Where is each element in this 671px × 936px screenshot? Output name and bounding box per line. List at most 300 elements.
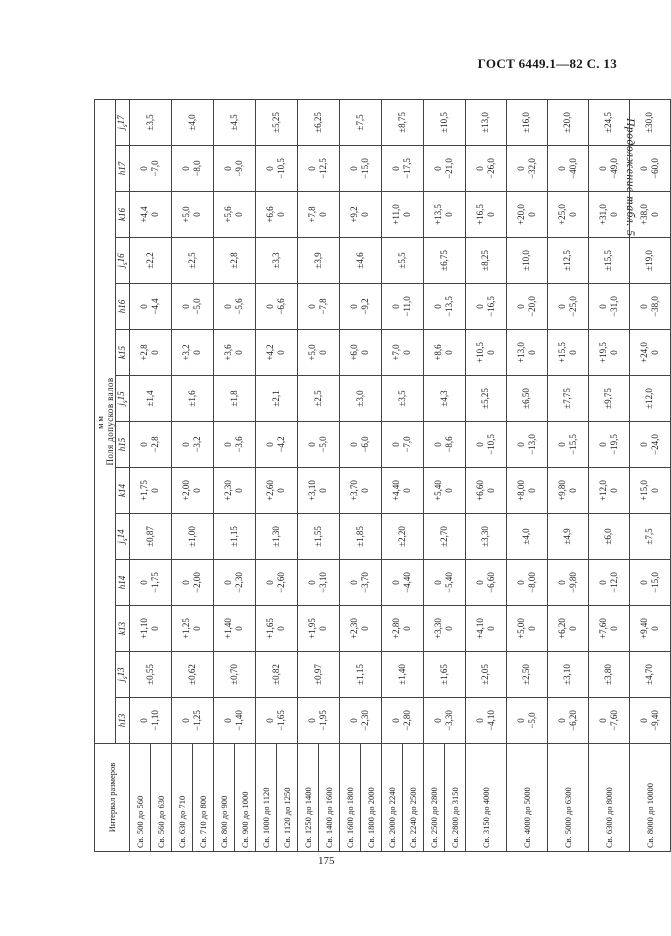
value-line: 0 [485,212,496,217]
value-line: +3,6 [223,344,234,361]
value-cell-k15 [213,330,255,376]
value-line: −7,0 [402,436,413,453]
value-cell-js13 [547,652,588,698]
value-line: 0 [474,304,485,309]
size-range-cell: Св. 900 до 1000 [234,744,255,852]
value-cell-js13 [339,652,381,698]
value-cell-js14 [129,514,171,560]
value-line: 0 [223,718,234,723]
size-range-cell: Св. 1120 до 1250 [276,744,297,852]
value-line: 0 [556,580,567,585]
value-line: +15,0 [638,480,649,501]
value-line: −3,70 [360,572,371,593]
value-line: +2,60 [265,480,276,501]
column-header-h16: h16 [116,284,130,330]
value-line: 0 [139,580,150,585]
value-line: ±15,5 [603,250,614,271]
range-column-header: Интервал размеров [95,744,130,852]
value-line: 0 [318,350,329,355]
value-cell-h13 [255,698,297,744]
value-cell-js13 [423,652,465,698]
value-cell-h17 [171,146,213,192]
value-line: −4,4 [150,298,161,315]
value-line: ±1,65 [438,664,449,685]
value-cell-js13 [465,652,506,698]
value-line: 0 [638,304,649,309]
value-line: −17,5 [402,158,413,179]
value-cell-h16 [465,284,506,330]
value-line: −9,80 [567,572,578,593]
column-code-subscript: s [120,124,129,128]
value-line: −3,6 [234,436,245,453]
value-cell-h15 [381,422,423,468]
value-line: +16,5 [474,204,485,225]
value-cell-js14 [171,514,213,560]
value-cell-js16 [129,238,171,284]
value-line: 0 [318,626,329,631]
value-line: ±30,0 [644,112,655,133]
value-line: 0 [360,488,371,493]
value-cell-h16 [255,284,297,330]
value-cell-js13 [297,652,339,698]
value-cell-h15 [255,422,297,468]
value-line: −4,2 [276,436,287,453]
value-cell-h16 [339,284,381,330]
value-cell-h16 [297,284,339,330]
value-line: +2,00 [181,480,192,501]
value-line: +13,0 [515,342,526,363]
value-line: ±2,5 [186,252,197,269]
value-line: +2,80 [391,618,402,639]
value-cell-k13 [588,606,629,652]
value-cell-js17 [339,99,381,145]
value-line: +8,00 [515,480,526,501]
table-row [297,99,318,851]
value-line: ±0,97 [312,664,323,685]
value-line: −2,60 [276,572,287,593]
size-range-cell: Св. 1600 до 1800 [339,744,360,852]
value-line: 0 [597,718,608,723]
size-range-cell: Св. 710 до 800 [192,744,213,852]
value-cell-k16 [465,192,506,238]
value-line: 0 [608,212,619,217]
value-line: +2,8 [139,344,150,361]
value-line: +3,70 [349,480,360,501]
value-line: +15,5 [556,342,567,363]
value-cell-js14 [213,514,255,560]
value-line: +5,40 [433,480,444,501]
value-cell-h16 [629,284,670,330]
value-cell-js17 [255,99,297,145]
value-line: 0 [318,212,329,217]
value-line: +24,0 [638,342,649,363]
value-cell-k15 [423,330,465,376]
value-line: ±10,0 [521,250,532,271]
value-cell-k14 [547,468,588,514]
size-range-cell: Св. 8000 до 10000 [629,744,670,852]
value-line: 0 [526,350,537,355]
value-line: −31,0 [608,296,619,317]
value-line: −2,80 [402,710,413,731]
value-line: +1,65 [265,618,276,639]
value-cell-js15 [629,376,670,422]
column-header-h17: h17 [116,146,130,192]
value-cell-h13 [547,698,588,744]
value-line: 0 [515,304,526,309]
value-line: 0 [391,166,402,171]
value-line: 0 [150,212,161,217]
value-cell-k13 [381,606,423,652]
value-line: −7,60 [608,710,619,731]
value-line: 0 [265,442,276,447]
value-line: −19,5 [608,434,619,455]
value-line: +6,6 [265,206,276,223]
value-cell-h15 [465,422,506,468]
column-header-js15 [116,376,130,422]
value-line: ±1,30 [270,526,281,547]
value-line: ±16,0 [521,112,532,133]
value-line: ±1,40 [396,664,407,685]
value-line: 0 [181,166,192,171]
size-range-cell: Св. 560 до 630 [150,744,171,852]
value-cell-k15 [255,330,297,376]
value-line: ±3,30 [480,526,491,547]
value-line: 0 [608,626,619,631]
value-line: −13,0 [526,434,537,455]
value-line: 0 [391,304,402,309]
value-cell-h13 [423,698,465,744]
value-line: +1,95 [307,618,318,639]
value-cell-h17 [339,146,381,192]
value-cell-h13 [629,698,670,744]
column-code-number: 13 [116,667,126,677]
value-cell-h16 [129,284,171,330]
value-line: 0 [638,718,649,723]
value-cell-js14 [588,514,629,560]
value-cell-h14 [588,560,629,606]
column-code-subscript: s [120,538,129,542]
value-line: 0 [349,166,360,171]
value-line: +1,75 [139,480,150,501]
column-code-number: 14 [116,529,126,539]
value-cell-k16 [213,192,255,238]
value-cell-h17 [129,146,171,192]
value-line: ±4,3 [438,390,449,407]
value-cell-h13 [588,698,629,744]
value-cell-h16 [547,284,588,330]
value-line: 0 [485,626,496,631]
value-cell-js14 [629,514,670,560]
value-line: −1,40 [234,710,245,731]
value-line: −1,65 [276,710,287,731]
value-line: 0 [597,442,608,447]
value-line: 0 [276,488,287,493]
table-row [171,99,192,851]
table-row [129,99,150,851]
value-line: 0 [391,718,402,723]
value-line: 0 [402,212,413,217]
value-line: 0 [597,580,608,585]
value-cell-js15 [129,376,171,422]
value-line: 0 [276,212,287,217]
value-line: −4,10 [485,710,496,731]
value-cell-k15 [129,330,171,376]
value-line: ±12,5 [562,250,573,271]
value-line: +38,0 [638,204,649,225]
value-cell-k15 [547,330,588,376]
value-cell-h15 [129,422,171,468]
value-cell-js16 [297,238,339,284]
value-line: ±1,6 [186,390,197,407]
value-line: ±2,50 [521,664,532,685]
value-line: 0 [192,350,203,355]
value-line: ±3,10 [562,664,573,685]
value-line: 0 [567,350,578,355]
value-cell-h14 [465,560,506,606]
value-cell-k14 [381,468,423,514]
value-cell-h17 [547,146,588,192]
value-cell-h13 [297,698,339,744]
value-line: ±20,0 [562,112,573,133]
value-cell-k14 [465,468,506,514]
value-cell-js16 [506,238,547,284]
value-line: 0 [608,488,619,493]
value-line: 0 [391,442,402,447]
value-cell-h15 [506,422,547,468]
value-line: +3,2 [181,344,192,361]
size-range-cell: Св. 500 до 560 [129,744,150,852]
value-line: −7,0 [150,160,161,177]
size-range-cell: Св. 2000 до 2240 [381,744,402,852]
value-line: ±5,25 [270,112,281,133]
column-header-k13: k13 [116,606,130,652]
value-line: 0 [223,580,234,585]
value-line: −15,0 [360,158,371,179]
value-line: +5,0 [181,206,192,223]
value-cell-js14 [465,514,506,560]
value-line: +3,10 [307,480,318,501]
column-code-letter: j [116,403,126,406]
value-line: 0 [349,304,360,309]
value-line: −15,5 [567,434,578,455]
value-line: ±4,0 [186,114,197,131]
value-cell-k14 [129,468,171,514]
value-cell-k13 [255,606,297,652]
value-line: −3,10 [318,572,329,593]
value-line: −9,0 [234,160,245,177]
value-line: 0 [307,718,318,723]
value-line: −5,0 [526,712,537,729]
value-cell-js15 [547,376,588,422]
value-cell-h13 [506,698,547,744]
value-cell-h16 [213,284,255,330]
value-line: 0 [597,304,608,309]
value-line: ±3,3 [270,252,281,269]
size-range-cell: Св. 800 до 900 [213,744,234,852]
value-cell-js16 [423,238,465,284]
value-line: ±24,5 [603,112,614,133]
value-line: 0 [223,304,234,309]
value-cell-k14 [213,468,255,514]
value-cell-js16 [171,238,213,284]
column-code-subscript: s [120,400,129,404]
value-line: +6,20 [556,618,567,639]
size-range-cell: Св. 1800 до 2000 [360,744,381,852]
value-line: 0 [649,488,660,493]
value-line: −9,40 [649,710,660,731]
value-cell-k14 [339,468,381,514]
value-cell-h14 [547,560,588,606]
value-line: ±2,2 [144,252,155,269]
value-cell-k16 [506,192,547,238]
value-line: 0 [192,626,203,631]
value-cell-k15 [171,330,213,376]
value-line: −24,0 [649,434,660,455]
value-cell-h17 [588,146,629,192]
value-line: 0 [265,580,276,585]
value-line: 0 [638,442,649,447]
value-cell-k13 [506,606,547,652]
value-line: 0 [391,580,402,585]
column-header-js16 [116,238,130,284]
value-line: −40,0 [567,158,578,179]
value-cell-js17 [129,99,171,145]
units-label: мм [95,99,106,743]
value-line: +12,0 [597,480,608,501]
value-line: 0 [402,350,413,355]
value-line: ±9,75 [603,388,614,409]
value-line: 0 [638,580,649,585]
value-line: +2,30 [223,480,234,501]
value-line: ±2,05 [480,664,491,685]
value-line: +25,0 [556,204,567,225]
page-number: 175 [318,855,335,867]
value-line: 0 [307,580,318,585]
value-line: 0 [234,488,245,493]
value-cell-k14 [423,468,465,514]
value-line: ±6,25 [312,112,323,133]
value-cell-h14 [213,560,255,606]
value-line: +5,0 [307,344,318,361]
size-range-cell: Св. 1250 до 1400 [297,744,318,852]
value-cell-k15 [629,330,670,376]
value-line: −1,25 [192,710,203,731]
value-cell-k16 [129,192,171,238]
value-line: −12,5 [318,158,329,179]
value-line: ±1,85 [354,526,365,547]
value-line: −6,60 [485,572,496,593]
value-cell-js15 [255,376,297,422]
value-line: −49,0 [608,158,619,179]
value-cell-h13 [381,698,423,744]
value-cell-k13 [129,606,171,652]
value-line: 0 [649,212,660,217]
table-row [213,99,234,851]
value-cell-h13 [171,698,213,744]
value-line: ±3,5 [396,390,407,407]
value-cell-k13 [297,606,339,652]
value-cell-js17 [629,99,670,145]
value-cell-k14 [297,468,339,514]
value-line: +19,5 [597,342,608,363]
value-line: +3,30 [433,618,444,639]
value-cell-js16 [381,238,423,284]
value-line: 0 [276,350,287,355]
value-line: −7,8 [318,298,329,315]
value-line: −5,40 [444,572,455,593]
value-cell-k16 [547,192,588,238]
value-cell-js17 [465,99,506,145]
value-cell-js14 [423,514,465,560]
value-line: 0 [474,166,485,171]
value-line: 0 [265,718,276,723]
value-cell-js14 [381,514,423,560]
value-line: −11,0 [402,296,413,317]
value-line: 0 [265,166,276,171]
value-cell-js16 [588,238,629,284]
value-cell-k13 [465,606,506,652]
value-line: 0 [515,580,526,585]
value-line: ±2,70 [438,526,449,547]
value-cell-h14 [129,560,171,606]
table-row [255,99,276,851]
value-line: ±1,15 [354,664,365,685]
value-line: −5,0 [192,298,203,315]
value-line: ±8,75 [396,112,407,133]
value-line: −26,0 [485,158,496,179]
value-line: 0 [181,304,192,309]
column-header-k16: k16 [116,192,130,238]
value-cell-h16 [423,284,465,330]
value-line: 0 [556,718,567,723]
value-line: 0 [234,212,245,217]
value-line: −60,0 [649,158,660,179]
value-cell-js13 [255,652,297,698]
value-cell-js13 [129,652,171,698]
value-line: 0 [444,350,455,355]
value-line: 0 [181,718,192,723]
value-cell-js13 [171,652,213,698]
value-line: +1,10 [139,618,150,639]
tolerance-fields-header: Поля допусков валов [105,99,116,743]
value-cell-js16 [465,238,506,284]
value-line: −5,6 [234,298,245,315]
value-line: 0 [567,488,578,493]
value-cell-js15 [297,376,339,422]
value-cell-h16 [171,284,213,330]
value-line: −10,5 [485,434,496,455]
value-line: ±6,75 [438,250,449,271]
value-line: ±4,0 [521,528,532,545]
value-cell-js17 [381,99,423,145]
column-code-number: 16 [116,253,126,263]
value-cell-k13 [629,606,670,652]
value-cell-h16 [506,284,547,330]
column-code-letter: j [116,679,126,682]
value-line: ±0,55 [144,664,155,685]
value-line: +1,40 [223,618,234,639]
column-header-h13: h13 [116,698,130,744]
value-cell-h14 [297,560,339,606]
value-cell-js15 [423,376,465,422]
value-line: 0 [515,718,526,723]
table-row [465,99,506,851]
value-line: 0 [349,580,360,585]
table-row [588,99,629,851]
value-line: 0 [556,304,567,309]
column-code-number: 15 [116,391,126,401]
value-line: ±2,5 [312,390,323,407]
